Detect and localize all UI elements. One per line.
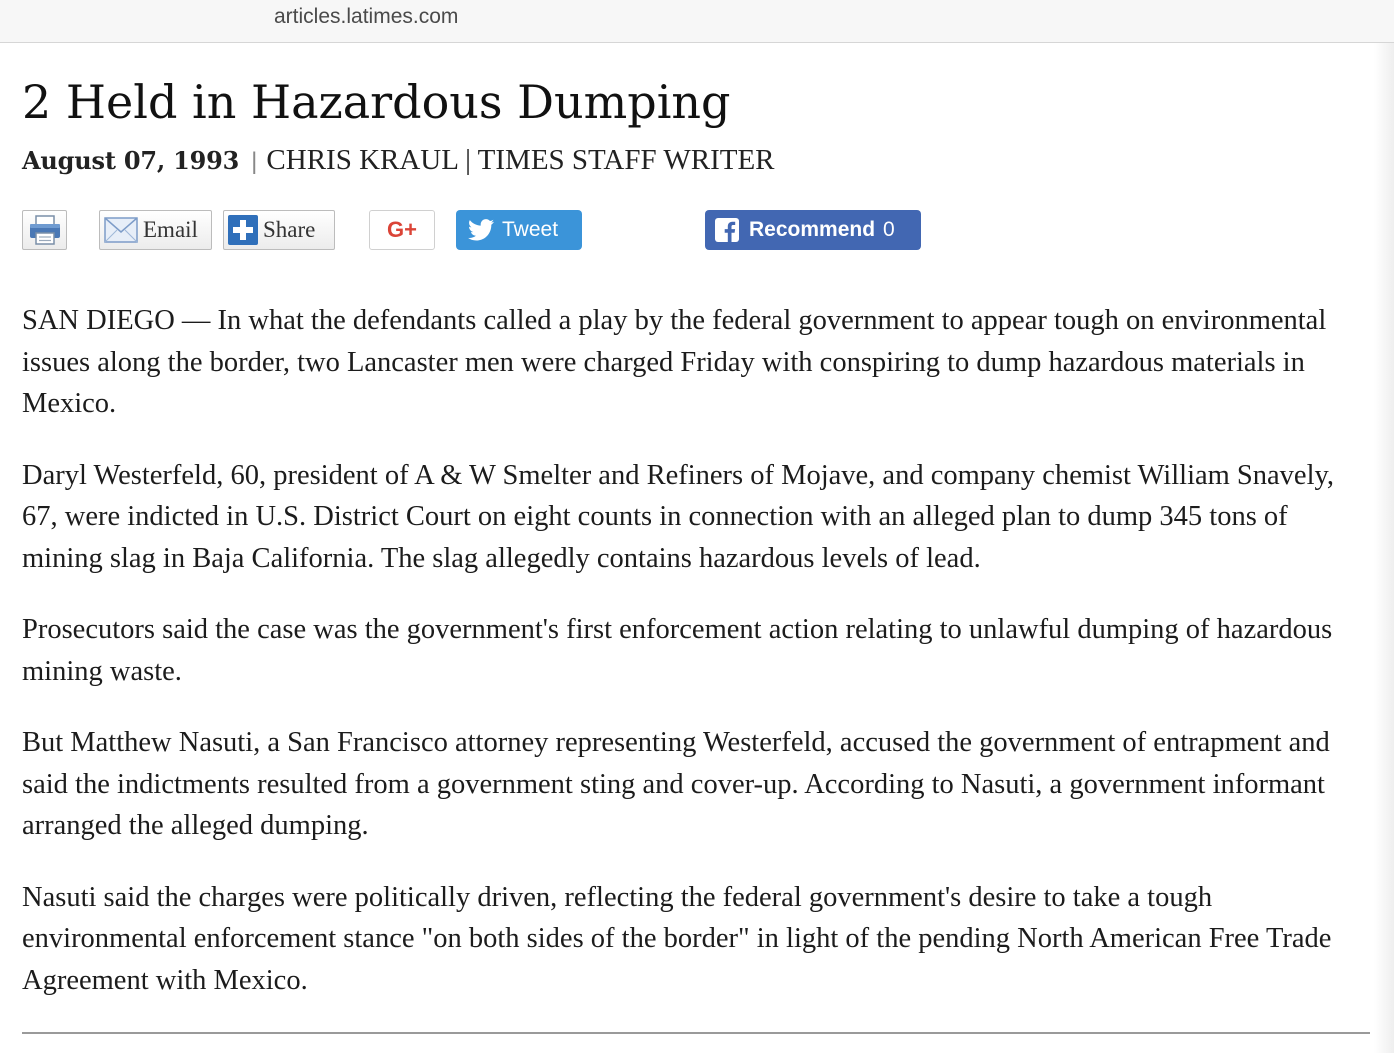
publish-date: August 07, 1993: [22, 146, 240, 175]
tweet-label: Tweet: [502, 218, 559, 241]
article-paragraph: SAN DIEGO — In what the defendants called a play by the federal government to appear tough on environmental issues along the border, two Lancaster men were charged Friday with conspiring to dump hazardous materials in Mexico.: [22, 305, 1327, 419]
share-toolbar: [22, 210, 1372, 254]
recommend-count: 0: [883, 218, 895, 241]
facebook-recommend-button[interactable]: [705, 210, 921, 250]
article-paragraph: Daryl Westerfeld, 60, president of A & W Smelter and Refiners of Mojave, and company chemist William Snavely, 67, were indicted in U.S. District Court on eight counts in connection with an alleged plan to dump 345 tons of mining slag in Baja California. The slag allegedly contains hazardous levels of lead.: [22, 459, 1335, 574]
twitter-bird-icon: [468, 219, 494, 241]
tweet-button[interactable]: [456, 210, 582, 250]
share-button[interactable]: [223, 210, 335, 250]
byline: [22, 142, 1372, 178]
article-paragraph: Nasuti said the charges were politically driven, reflecting the federal government's desire to take a tough environmental enforcement stance "on both sides of the border" in light of the pending North American Free Trade Agreement with Mexico.: [22, 881, 1332, 996]
plus-icon: [228, 215, 258, 245]
print-button[interactable]: [22, 210, 67, 250]
url-text[interactable]: articles.latimes.com: [274, 5, 459, 28]
envelope-icon: [104, 216, 138, 244]
recommend-label: Recommend: [749, 218, 876, 241]
byline-separator: |: [251, 148, 258, 175]
article-headline: 2 Held in Hazardous Dumping: [22, 75, 731, 129]
article: [22, 70, 1372, 1031]
scroll-edge-shadow: [1374, 43, 1394, 1053]
browser-url-bar[interactable]: [0, 0, 1394, 43]
printer-icon: [28, 214, 62, 246]
article-end-divider: [22, 1032, 1370, 1034]
google-plus-icon: G+: [387, 217, 417, 242]
email-label: Email: [143, 217, 198, 242]
google-plus-button[interactable]: [369, 210, 435, 250]
article-body: [22, 300, 1372, 1001]
author-line: CHRIS KRAUL | TIMES STAFF WRITER: [266, 144, 775, 176]
article-paragraph: But Matthew Nasuti, a San Francisco attorney representing Westerfeld, accused the government of entrapment and said the indictments resulted from a government sting and cover-up. According to Nasuti, a government informant arranged the alleged dumping.: [22, 727, 1330, 841]
share-label: Share: [263, 217, 316, 242]
facebook-icon: [715, 218, 739, 242]
email-button[interactable]: [99, 210, 212, 250]
article-paragraph: Prosecutors said the case was the government's first enforcement action relating to unlawful dumping of hazardous mining waste.: [22, 614, 1333, 687]
